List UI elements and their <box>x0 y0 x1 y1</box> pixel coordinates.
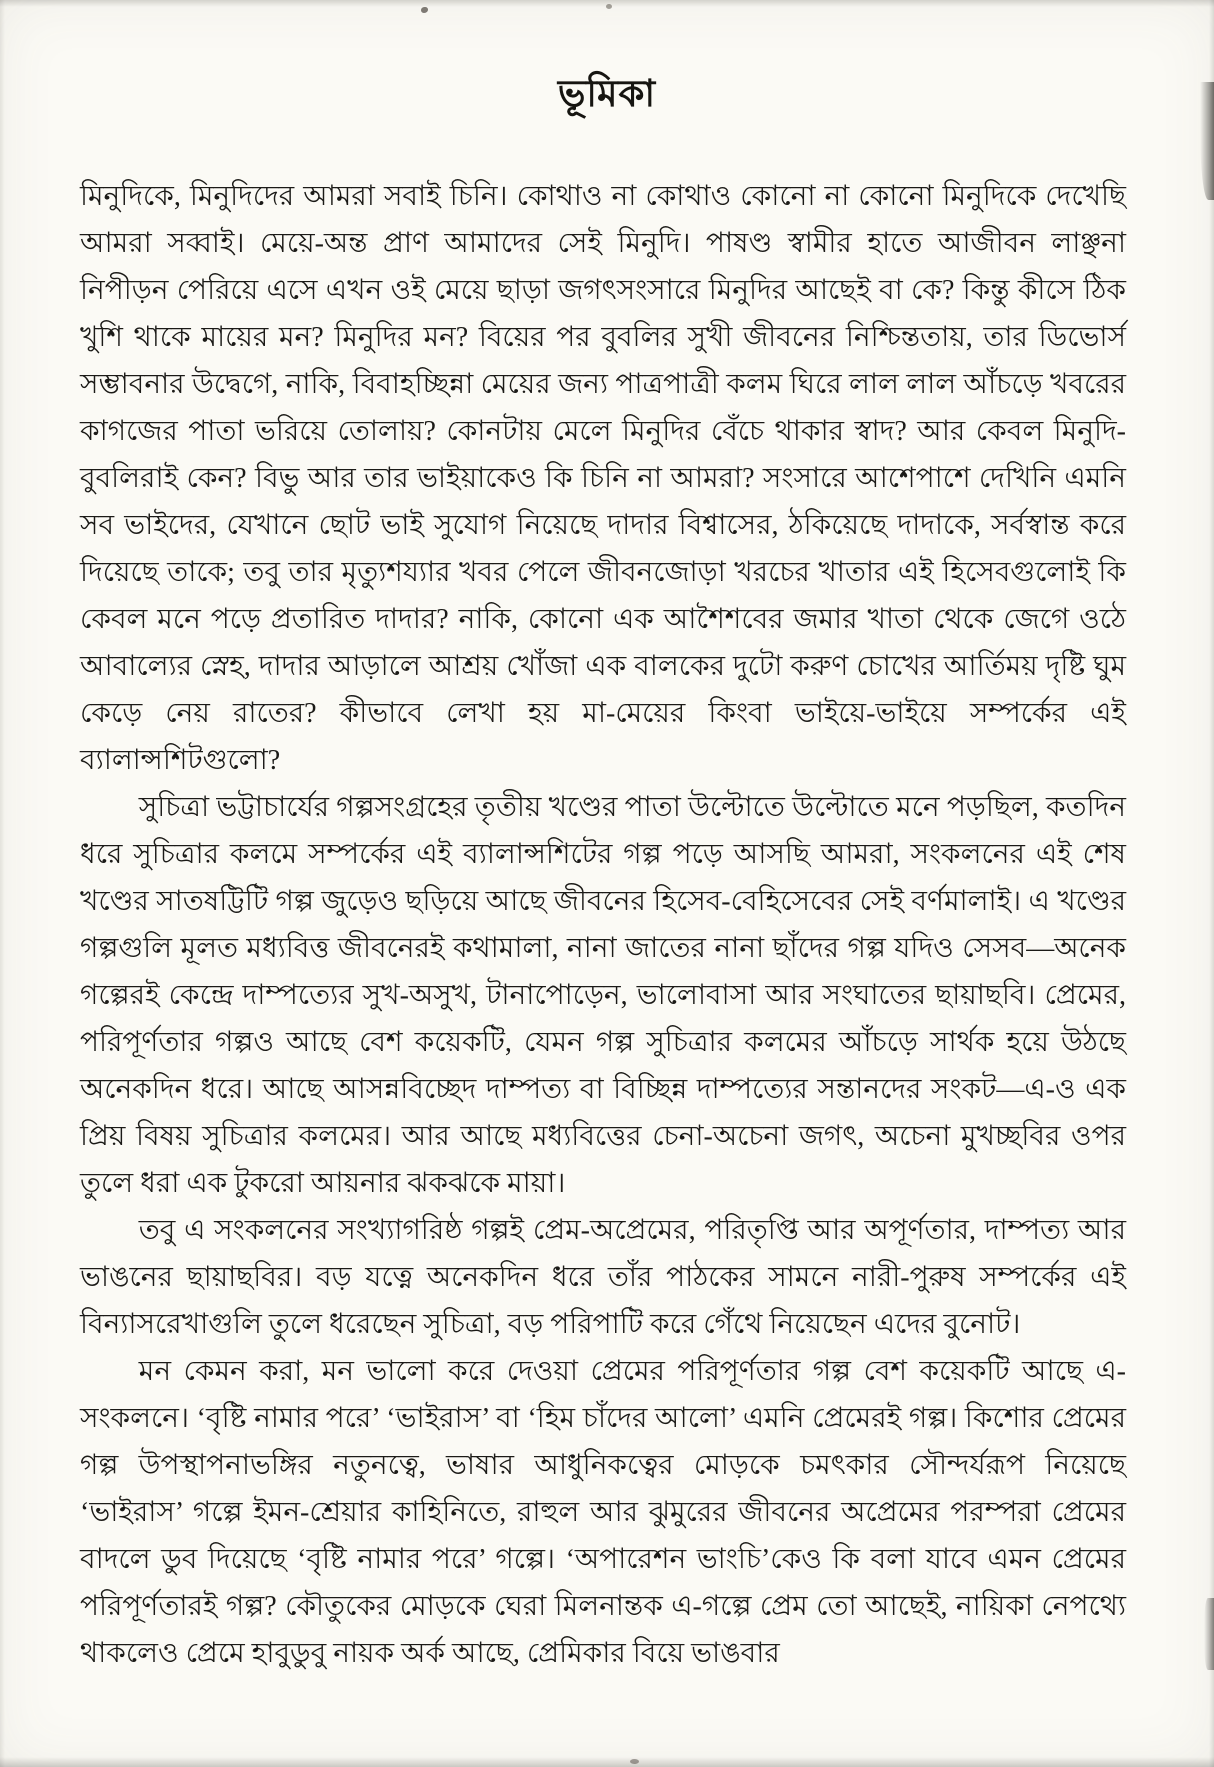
paragraph-1: মিনুদিকে, মিনুদিদের আমরা সবাই চিনি। কোথাও না কোথাও কোনো না কোনো মিনুদিকে দেখেছি আমরা সব্বাই। মেয়ে-অন্ত প্রাণ আমাদের সেই মিনুদি। পাষণ্ড স্বামীর হাতে আজীবন লাঞ্ছনা নিপীড়ন পেরিয়ে এসে এখন ওই মেয়ে ছাড়া জগৎসংসারে মিনুদির আছেই বা কে? কিন্তু কীসে ঠিক খুশি থাকে মায়ের মন? মিনুদির মন? বিয়ের পর বুবলির সুখী জীবনের নিশ্চিন্ততায়, তার ডিভোর্স সম্ভাবনার উদ্বেগে, নাকি, বিবাহচ্ছিন্না মেয়ের জন্য পাত্রপাত্রী কলম ঘিরে লাল লাল আঁচড়ে খবরের কাগজের পাতা ভরিয়ে তোলায়? কোনটায় মেলে মিনুদির বেঁচে থাকার স্বাদ? আর কেবল মিনুদি-বুবলিরাই কেন? বিভু আর তার ভাইয়াকেও কি চিনি না আমরা? সংসারে আশেপাশে দেখিনি এমনি সব ভাইদের, যেখানে ছোট ভাই সুযোগ নিয়েছে দাদার বিশ্বাসের, ঠকিয়েছে দাদাকে, সর্বস্বান্ত করে দিয়েছে তাকে; তবু তার মৃত্যুশয্যার খবর পেলে জীবনজোড়া খরচের খাতার এই হিসেবগুলোই কি কেবল মনে পড়ে প্রতারিত দাদার? নাকি, কোনো এক আশৈশবের জমার খাতা থেকে জেগে ওঠে আবাল্যের স্নেহ, দাদার আড়ালে আশ্রয় খোঁজা এক বালকের দুটো করুণ চোখের আর্তিময় দৃষ্টি ঘুম কেড়ে নেয় রাতের? কীভাবে লেখা হয় মা-মেয়ের কিংবা ভাইয়ে-ভাইয়ে সম্পর্কের এই ব্যালান্সশিটগুলো? <box>80 181 1126 776</box>
scan-speck-icon <box>630 1759 639 1764</box>
body-text <box>0 127 1214 1677</box>
paragraph-2: সুচিত্রা ভট্টাচার্যের গল্পসংগ্রহের তৃতীয় খণ্ডের পাতা উল্টোতে উল্টোতে মনে পড়ছিল, কতদিন ধরে সুচিত্রার কলমে সম্পর্কের এই ব্যালান্সশিটের গল্প পড়ে আসছি আমরা, সংকলনের এই শেষ খণ্ডের সাতষট্টিটি গল্প জুড়েও ছড়িয়ে আছে জীবনের হিসেব-বেহিসেবের সেই বর্ণমালাই। এ খণ্ডের গল্পগুলি মূলত মধ্যবিত্ত জীবনেরই কথামালা, নানা জাতের নানা ছাঁদের গল্প যদিও সেসব—অনেক গল্পেরই কেন্দ্রে দাম্পত্যের সুখ-অসুখ, টানাপোড়েন, ভালোবাসা আর সংঘাতের ছায়াছবি। প্রেমের, পরিপূর্ণতার গল্পও আছে বেশ কয়েকটি, যেমন গল্প সুচিত্রার কলমের আঁচড়ে সার্থক হয়ে উঠছে অনেকদিন ধরে। আছে আসন্নবিচ্ছেদ দাম্পত্য বা বিচ্ছিন্ন দাম্পত্যের সন্তানদের সংকট—এ-ও এক প্রিয় বিষয় সুচিত্রার কলমের। আর আছে মধ্যবিত্তের চেনা-অচেনা জগৎ, অচেনা মুখচ্ছবির ওপর তুলে ধরা এক টুকরো আয়নার ঝকঝকে মায়া। <box>80 792 1126 1199</box>
paragraph-4: মন কেমন করা, মন ভালো করে দেওয়া প্রেমের পরিপূর্ণতার গল্প বেশ কয়েকটি আছে এ-সংকলনে। ‘বৃষ্টি নামার পরে’ ‘ভাইরাস’ বা ‘হিম চাঁদের আলো’ এমনি প্রেমেরই গল্প। কিশোর প্রেমের গল্প উপস্থাপনাভঙ্গির নতুনত্বে, ভাষার আধুনিকত্বের মোড়কে চমৎকার সৌন্দর্যরূপ নিয়েছে ‘ভাইরাস’ গল্পে ইমন-শ্রেয়ার কাহিনিতে, রাহুল আর ঝুমুরের জীবনের অপ্রেমের পরম্পরা প্রেমের বাদলে ডুব দিয়েছে ‘বৃষ্টি নামার পরে’ গল্পে। ‘অপারেশন ভাংচি’কেও কি বলা যাবে এমন প্রেমের পরিপূর্ণতারই গল্প? কৌতুকের মোড়কে ঘেরা মিলনান্তক এ-গল্পে প্রেম তো আছেই, নায়িকা নেপথ্যে থাকলেও প্রেমে হাবুডুবু নায়ক অর্ক আছে, প্রেমিকার বিয়ে ভাঙবার <box>80 1356 1126 1669</box>
paragraph-3: তবু এ সংকলনের সংখ্যাগরিষ্ঠ গল্পই প্রেম-অপ্রেমের, পরিতৃপ্তি আর অপূর্ণতার, দাম্পত্য আর ভাঙনের ছায়াছবির। বড় যত্নে অনেকদিন ধরে তাঁর পাঠকের সামনে নারী-পুরুষ সম্পর্কের এই বিন্যাসরেখাগুলি তুলে ধরেছেন সুচিত্রা, বড় পরিপাটি করে গেঁথে নিয়েছেন এদের বুনোট। <box>80 1215 1126 1340</box>
scan-edge-shadow-bottom <box>0 1757 1214 1767</box>
page-title: ভূমিকা <box>557 74 657 115</box>
